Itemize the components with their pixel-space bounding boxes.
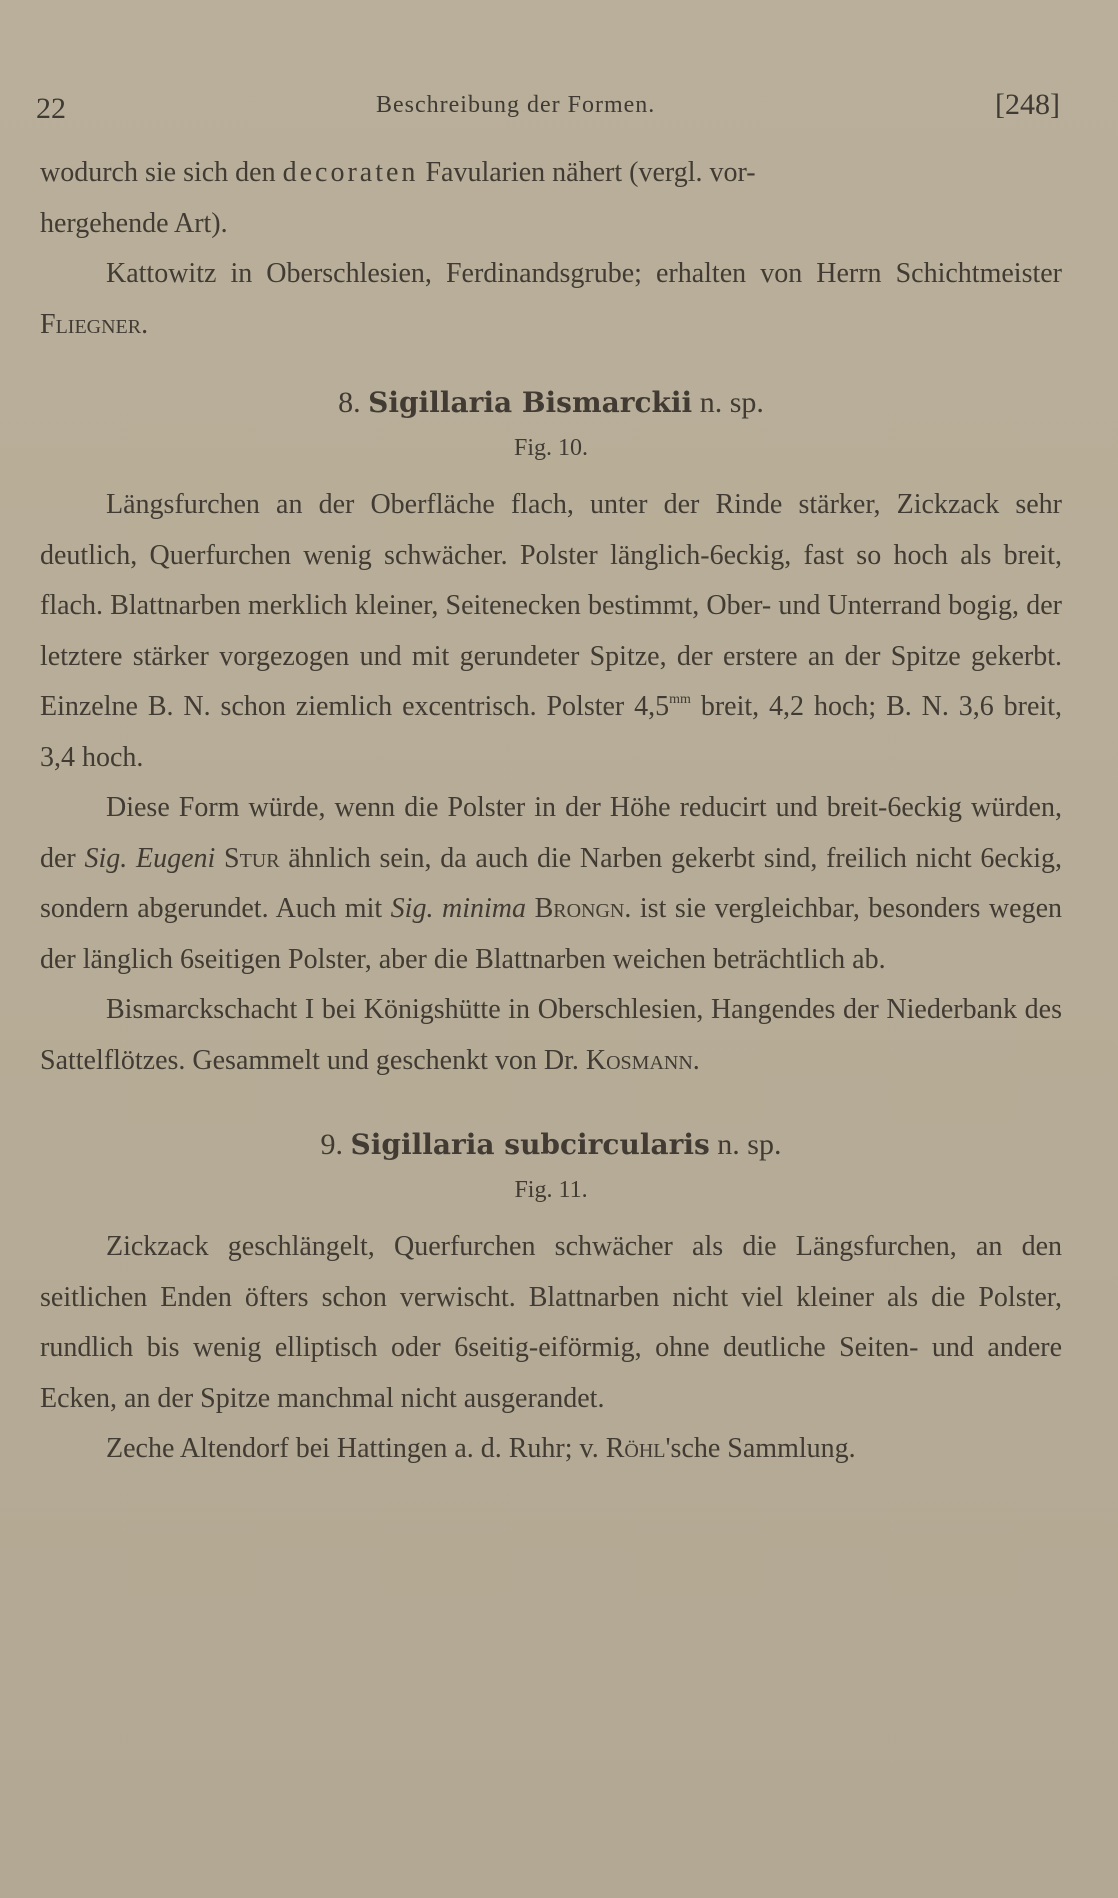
locality-paragraph: Bismarckschacht I bei Königshütte in Oberschlesien, Hangendes der Niederbank des Sattelflötzes. Gesammelt und geschenkt von Dr. Kosmann. bbox=[40, 994, 1062, 1076]
continued-paragraph: wodurch sie sich den decoraten Favularien nähert (vergl. vor- hergehende Art). bbox=[40, 157, 756, 239]
running-title: Beschreibung der Formen. bbox=[376, 92, 656, 118]
running-header bbox=[36, 88, 1060, 128]
bracket-page-number: [248] bbox=[995, 88, 1060, 121]
author-name: Stur bbox=[224, 842, 280, 874]
species-heading-8: 8. Sigillaria Bismarckii n. sp. bbox=[338, 386, 764, 419]
figure-reference: Fig. 10. bbox=[513, 435, 588, 461]
description-paragraph: Zickzack geschlängelt, Querfurchen schwächer als die Längsfurchen, an den seitlichen Enden öfters schon verwischt. Blattnarben nicht viel kleiner als die Polster, rundlich bis wenig elliptisch oder 6seitig-eiförmig, ohne deutliche Seiten- und andere Ecken, an der Spitze manchmal nicht ausgerandet. bbox=[40, 1231, 1062, 1414]
locality-paragraph: Kattowitz in Oberschlesien, Ferdinandsgrube; erhalten von Herrn Schichtmeister Fliegner. bbox=[40, 258, 1062, 340]
species-name: Sigillaria Bismarckii bbox=[368, 386, 693, 419]
species-ref: Sig. Eugeni bbox=[84, 842, 216, 874]
locality-paragraph: Zeche Altendorf bei Hattingen a. d. Ruhr; v. Röhl'sche Sammlung. bbox=[106, 1433, 856, 1464]
spaced-term: decoraten bbox=[282, 157, 419, 188]
figure-reference: Fig. 11. bbox=[514, 1177, 588, 1203]
author-name: Brongn bbox=[534, 893, 625, 924]
species-heading-9: 9. Sigillaria subcircularis n. sp. bbox=[320, 1128, 782, 1161]
collector-name: Röhl bbox=[605, 1433, 666, 1464]
species-name: Sigillaria subcircularis bbox=[350, 1128, 710, 1161]
comparison-paragraph: Diese Form würde, wenn die Polster in der Höhe reducirt und breit-6eckig würden, der Sig. Eugeni Stur ähnlich sein, da auch die Narben gekerbt sind, freilich nicht 6eckig, sondern abgerundet. Auch mit Sig. minima Brongn. ist sie vergleichbar, besonders wegen der länglich 6seitigen Polster, aber die Blattnarben weichen beträchtlich ab. bbox=[40, 792, 1062, 975]
page-number: 22 bbox=[36, 92, 66, 125]
page-body bbox=[40, 148, 1062, 1475]
unit-superscript: mm bbox=[669, 692, 691, 707]
species-ref: Sig. minima bbox=[390, 893, 526, 924]
collector-name: Fliegner bbox=[40, 308, 142, 340]
collector-name: Kosmann bbox=[585, 1044, 693, 1076]
description-paragraph: Längsfurchen an der Oberfläche flach, unter der Rinde stärker, Zickzack sehr deutlich, Querfurchen wenig schwächer. Polster länglich-6eckig, fast so hoch als breit, flach. Blattnarben merklich kleiner, Seitenecken bestimmt, Ober- und Unterrand bogig, der letztere stärker vorgezogen und mit gerundeter Spitze, der erstere an der Spitze gekerbt. Einzelne B. N. schon ziemlich excentrisch. Polster $4,5^{mm}$ breit, 4,2 hoch; B. N. 3,6 breit, 3,4 hoch. bbox=[40, 489, 1062, 773]
